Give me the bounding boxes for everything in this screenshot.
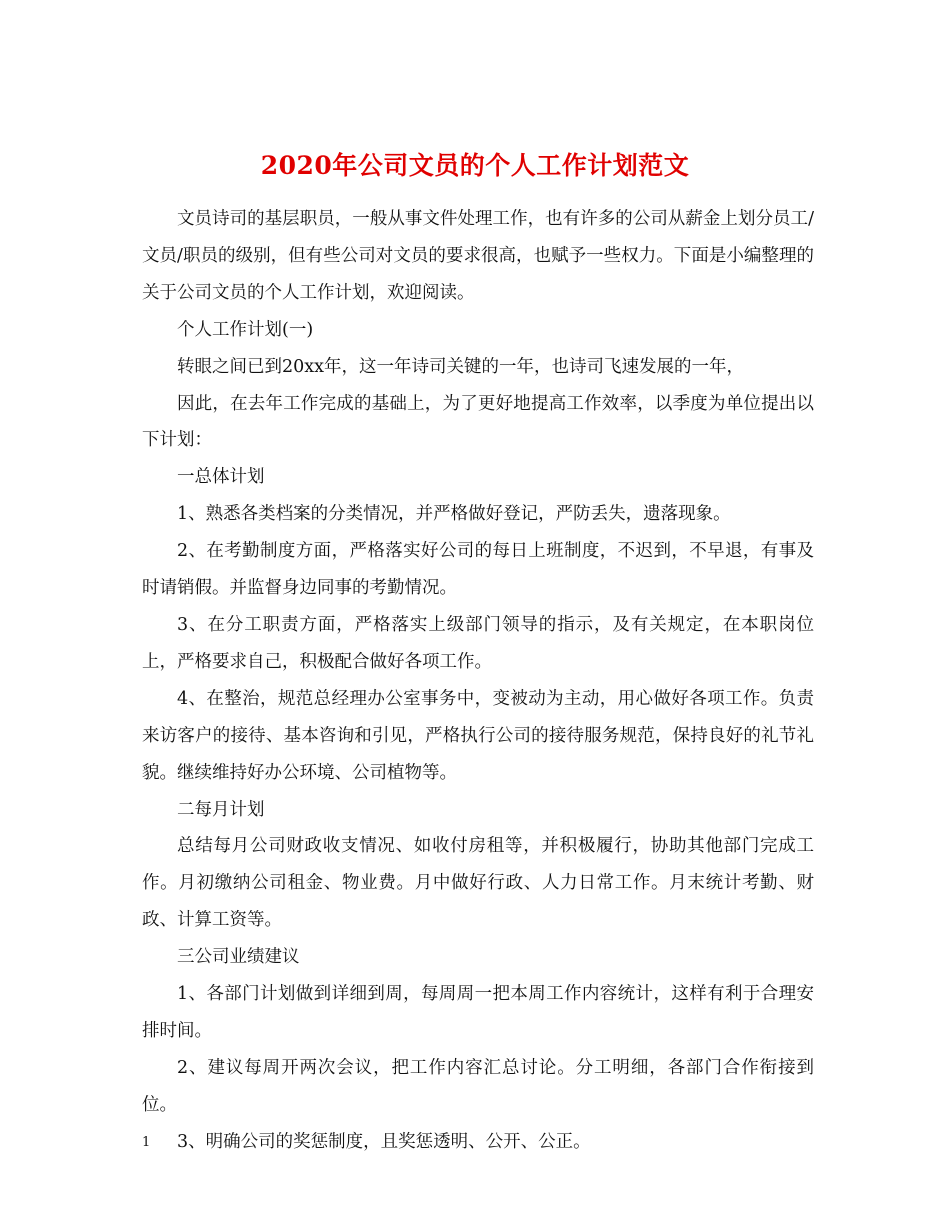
paragraph: 因此，在去年工作完成的基础上，为了更好地提高工作效率，以季度为单位提出以下计划： bbox=[142, 393, 814, 451]
paragraph-list-item: 3、在分工职责方面，严格落实上级部门领导的指示，及有关规定，在本职岗位上，严格要求自己，积极配合做好各项工作。 bbox=[142, 614, 814, 672]
document-title: 2020年公司文员的个人工作计划范文 bbox=[260, 150, 690, 180]
paragraph-section-heading: 个人工作计划(一) bbox=[177, 319, 314, 340]
paragraph-list-item: 2、建议每周开两次会议，把工作内容汇总讨论。分工明细，各部门合作衔接到位。 bbox=[142, 1057, 814, 1115]
paragraph-list-item: 2、在考勤制度方面，严格落实好公司的每日上班制度，不迟到，不早退，有事及时请销假。并监督身边同事的考勤情况。 bbox=[142, 541, 814, 599]
paragraph-subheading: 二每月计划 bbox=[177, 799, 265, 820]
paragraph-list-item: 3、明确公司的奖惩制度，且奖惩透明、公开、公正。 bbox=[177, 1131, 591, 1152]
paragraph-subheading: 一总体计划 bbox=[177, 467, 265, 488]
paragraph-subheading: 三公司业绩建议 bbox=[177, 947, 300, 968]
document-body bbox=[142, 201, 814, 1161]
paragraph: 总结每月公司财政收支情况、如收付房租等，并积极履行，协助其他部门完成工作。月初缴纳公司租金、物业费。月中做好行政、人力日常工作。月末统计考勤、财政、计算工资等。 bbox=[142, 836, 814, 931]
paragraph: 转眼之间已到20xx年，这一年诗司关键的一年，也诗司飞速发展的一年， bbox=[177, 356, 745, 377]
paragraph-list-item: 1、熟悉各类档案的分类情况，并严格做好登记，严防丢失，遗落现象。 bbox=[177, 504, 731, 525]
paragraph-list-item: 4、在整治，规范总经理办公室事务中，变被动为主动，用心做好各项工作。负责来访客户的接待、基本咨询和引见，严格执行公司的接待服务规范，保持良好的礼节礼貌。继续维持好办公环境、公司植物等。 bbox=[142, 688, 814, 783]
paragraph-intro: 文员诗司的基层职员，一般从事文件处理工作，也有许多的公司从薪金上划分员工/文员/职员的级别，但有些公司对文员的要求很高，也赋予一些权力。下面是小编整理的关于公司文员的个人工作计划，欢迎阅读。 bbox=[142, 209, 814, 303]
paragraph-list-item: 1、各部门计划做到详细到周，每周周一把本周工作内容统计，这样有利于合理安排时间。 bbox=[142, 984, 814, 1041]
page-number: 1 bbox=[142, 1135, 151, 1150]
